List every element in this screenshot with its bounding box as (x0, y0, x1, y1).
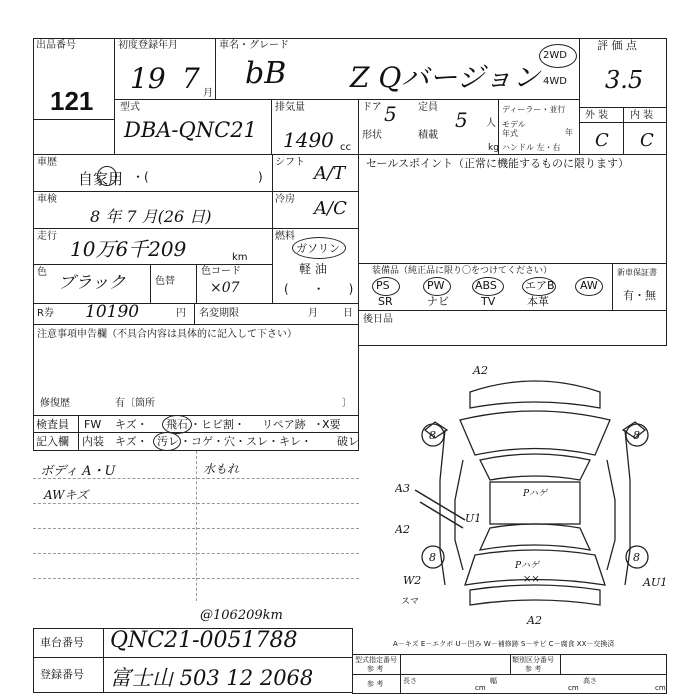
shape-label: 形状 (362, 130, 382, 141)
month-unit: 月 (308, 308, 318, 319)
mark-w2: W2 (403, 574, 422, 587)
cc-unit: cc (340, 142, 351, 153)
sales-point-label: セールスポイント（正常に機能するものに限ります） (366, 157, 630, 170)
chassis-value: QNC21-0051788 (110, 628, 298, 653)
model-grade-label: 車名・グレード (219, 40, 289, 51)
capacity-value: 5 (455, 108, 468, 132)
capacity-label: 定員 (418, 102, 438, 113)
load-label: 積載 (418, 130, 438, 141)
circle-airbag (522, 277, 556, 296)
history-value-circle (97, 166, 117, 186)
type-value: DBA-QNC21 (124, 118, 257, 142)
displacement-label: 排気量 (275, 102, 305, 113)
fw-repair: リペア跡 (262, 418, 306, 431)
fw-scratch: キズ・ (115, 418, 148, 431)
equip-navi: ナビ (427, 295, 449, 308)
fw-replace: X要 (322, 418, 341, 431)
int-grade: C (640, 130, 654, 151)
spec-divider (498, 99, 499, 155)
designation-ref: 参 考 (367, 665, 384, 673)
note-p-hage-2: Pハゲ (515, 561, 540, 571)
repair-close: 〕 (342, 398, 352, 409)
designation-label: 型式指定番号 (355, 656, 397, 664)
recycle-label: R券 (37, 308, 54, 319)
drive-2wd: 2WD (543, 50, 567, 61)
rating-label: 評 価 点 (597, 39, 637, 52)
mileage-label: 走行 (37, 231, 57, 242)
int-label-row: 内装 (82, 435, 104, 448)
km-unit: km (232, 252, 248, 263)
equip-sr: SR (378, 295, 393, 308)
history-row2 (33, 228, 273, 229)
ext-grade: C (595, 130, 609, 151)
int-others: ・コゲ・穴・スレ・キレ・ (180, 435, 312, 448)
shift-divider (272, 191, 359, 192)
ac-label: 冷房 (275, 194, 295, 205)
inspection-value: 8 年 7 月(26 日) (90, 207, 212, 226)
left-frame (33, 119, 34, 155)
inspect-label: 検査員 (36, 418, 69, 431)
height-label: 高さ (583, 677, 597, 685)
color-change-label: 色替 (155, 276, 175, 287)
history-close: ) (258, 170, 263, 184)
int-stain-circle (153, 432, 181, 451)
history-value: 自家用 (78, 170, 124, 188)
fuel-gasoline-circle (292, 237, 346, 259)
color-code-label: 色コード (201, 266, 241, 277)
inspector-col (78, 415, 79, 451)
note-left1: ボディ A・U (40, 464, 116, 479)
chassis-divider (103, 628, 104, 658)
fw-crack: ・ヒビ割・ (190, 418, 245, 431)
dealer-label: ディーラー・並行 (502, 105, 566, 114)
doors-value: 5 (384, 102, 397, 126)
first-reg-month: 7 (182, 62, 200, 95)
model-name: bB (245, 56, 287, 91)
equip-aw: AW (580, 279, 598, 292)
person-unit: 人 (486, 118, 496, 129)
yen-unit: 円 (176, 308, 186, 319)
category-ref: 参 考 (525, 665, 542, 673)
shift-label: シフト (275, 157, 305, 168)
odometer-note: @106209km (200, 608, 283, 623)
fuel-label: 燃料 (275, 231, 295, 242)
lot-no-label: 出品番号 (36, 40, 76, 51)
fuel-diesel: 軽 油 (299, 262, 327, 276)
ac-divider (272, 228, 359, 229)
int-tear: 破レ (337, 435, 359, 448)
equip-leather: 本革 (527, 295, 549, 308)
width-label: 幅 (490, 677, 497, 685)
damage-legend: A－キズ E－エクボ U－凹み W－補修跡 S－サビ C－腐食 XX－交換済 (393, 640, 615, 648)
reg-label: 登録番号 (40, 668, 84, 681)
repair-value: 有〔箇所 (115, 398, 155, 409)
first-reg-label: 初度登録年月 (118, 40, 178, 51)
equip-divider (612, 263, 613, 311)
warranty-options: 有・無 (623, 289, 656, 302)
fw-dot: ・ (313, 418, 324, 431)
doors-label: ドア (362, 102, 382, 113)
aftermarket-block (358, 310, 667, 346)
fw-chip: 飛石 (166, 418, 188, 431)
rating: 3.5 (605, 66, 644, 94)
month-suffix: 月 (203, 88, 213, 99)
ext-label: 外 装 (585, 110, 609, 121)
color-value: ブラック (58, 273, 126, 293)
lot-bottom-line (33, 119, 115, 120)
notes-label: 注意事項申告欄（不具合内容は具体的に記入して下さい） (37, 329, 297, 340)
shift-value: A/T (314, 163, 346, 184)
fw-label: FW (84, 418, 102, 431)
grade: Z Qバージョン (350, 61, 541, 94)
ext-int-hdivider (579, 122, 667, 123)
mark-a2-top: A2 (473, 364, 488, 377)
length-label: 長さ (403, 677, 417, 685)
equip-pw: PW (427, 279, 445, 292)
fuel-gasoline: ガソリン (296, 242, 340, 255)
mark-au1: AU1 (643, 576, 668, 589)
circle-abs (472, 277, 504, 296)
circle-aw (575, 277, 603, 296)
mileage-value: 10万6千209 (70, 237, 187, 261)
history-label: 車歴 (37, 157, 57, 168)
model-year-label: モデル年式 (502, 120, 526, 138)
handle-label: ハンドル 左・右 (502, 143, 561, 152)
history-row3 (33, 264, 273, 265)
displacement-value: 1490 (283, 128, 334, 152)
car-diagram (395, 360, 675, 630)
mark-a2-bottom: A2 (527, 614, 542, 627)
day-unit: 日 (343, 308, 353, 319)
int-label: 内 装 (630, 110, 654, 121)
designation-col1 (400, 654, 401, 694)
height-cm: cm (655, 684, 666, 692)
smear-label: スマ (401, 597, 419, 607)
warranty-label: 新車保証書 (617, 268, 657, 277)
wheel-8-fl: 8 (429, 429, 436, 442)
ac-value: A/C (314, 198, 347, 219)
recycle-value: 10190 (85, 302, 140, 322)
inspection-label: 車検 (37, 194, 57, 205)
first-reg-year: 19 (130, 62, 166, 95)
dims-ref: 参 考 (367, 680, 384, 688)
equip-ps: PS (376, 279, 390, 292)
history-row1 (33, 191, 273, 192)
inspector-mid (33, 432, 359, 433)
reg-divider (103, 657, 104, 693)
record-label: 記入欄 (36, 435, 69, 448)
drive-4wd: 4WD (543, 76, 567, 87)
sales-point-block (358, 154, 667, 264)
aftermarket-label: 後日品 (363, 314, 393, 325)
wheel-8-rr: 8 (633, 551, 640, 564)
equip-abs: ABS (475, 279, 497, 292)
note-left2: AWキズ (44, 488, 89, 502)
mark-u1: U1 (465, 512, 482, 525)
color-divider2 (196, 264, 197, 304)
designation-col2 (510, 654, 511, 674)
equip-airbag: エアB (525, 279, 555, 292)
type-label: 型式 (120, 102, 140, 113)
equip-tv: TV (481, 295, 496, 308)
mark-a3: A3 (395, 482, 410, 495)
wheel-8-rl: 8 (429, 551, 436, 564)
year-unit: 年 (565, 128, 573, 137)
note-col-divider (196, 451, 197, 601)
reg-value: 富士山 503 12 2068 (110, 666, 314, 690)
wheel-8-fr: 8 (633, 429, 640, 442)
history-tail: ・( (132, 170, 149, 184)
color-code-value: ×07 (210, 280, 240, 296)
length-cm: cm (475, 684, 486, 692)
width-cm: cm (568, 684, 579, 692)
fuel-paren: ( ・ ) (284, 282, 354, 296)
note-xx: ×× (523, 574, 540, 585)
repair-label: 修復歴 (40, 398, 70, 409)
color-label: 色 (37, 267, 47, 278)
int-stain: 汚レ (157, 435, 179, 448)
circle-ps (372, 277, 400, 296)
kg-unit: kg (488, 143, 499, 153)
note-p-hage-1: Pハゲ (523, 489, 548, 499)
int-scratch: キズ・ (115, 435, 148, 448)
ext-int-divider (623, 107, 624, 155)
color-divider (150, 264, 151, 304)
lot-no: 121 (50, 86, 94, 116)
equipment-label: 装備品（純正品に限り〇をつけてください） (372, 266, 553, 276)
category-label: 類別区分番号 (512, 656, 554, 664)
name-change-label: 名変期限 (199, 308, 239, 319)
circle-pw (423, 277, 451, 296)
mark-a2-left: A2 (395, 523, 410, 536)
note-right1: 水もれ (203, 462, 240, 476)
chassis-label: 車台番号 (40, 636, 84, 649)
designation-col3 (560, 654, 561, 674)
